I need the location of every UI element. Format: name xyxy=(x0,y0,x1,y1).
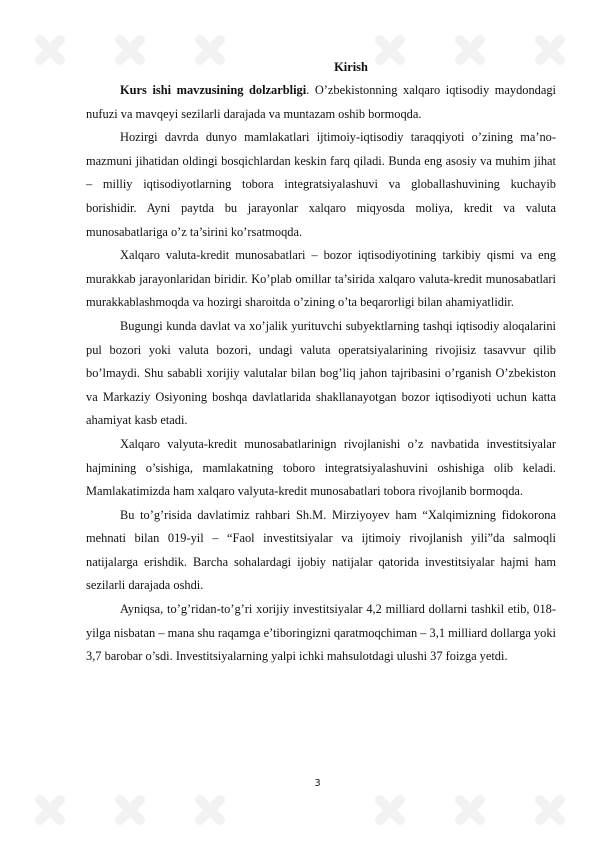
paragraph: Xalqaro valuta-kredit munosabatlari – bozor iqtisodiyotining tarkibiy qismi va eng murakkab jarayonlaridan biridir. Ko’plab omillar ta’sirida xalqaro valuta-kredit munosabatlari murakkablashmoqda va hozirgi sharoitda o’zining o’ta beqarorligi bilan ahamiyatlidir. xyxy=(86,248,556,310)
paragraph: Bugungi kunda davlat va xo’jalik yurituvchi subyektlarning tashqi iqtisodiy aloqalarini pul bozori yoki valuta bozori, undagi valuta operatsiyalarining rivojisiz tasavvur qilib bo’lmaydi. Shu sababli xorijiy valutalar bilan bog’liq jahon tajribasini o’rganish O’zbekiston va Markaziy Osiyoning boshqa davlatlarida shakllanayotgan bozor iqtisodiyoti uchun katta ahamiyat kasb etadi. xyxy=(86,318,556,428)
paragraph-text: . O’zbekistonning xalqaro iqtisodiy maydondagi nufuzi va mavqeyi sezilarli darajada va muntazam oshib bormoqda. xyxy=(86,83,556,121)
page-number: 3 xyxy=(314,778,321,789)
paragraph-lead: Kurs ishi mavzusining dolzarbligi xyxy=(120,83,307,97)
paragraph-relevance xyxy=(86,79,556,126)
paragraph: Xalqaro valyuta-kredit munosabatlarinign rivojlanishi o’z navbatida investitsiyalar hajmining o’sishiga, mamlakatning toboro integratsiyalashuvini oshishiga olib keladi. Mamlakatimizda ham xalqaro valyuta-kredit munosabatlari tobora rivojlanib bormoqda. xyxy=(86,436,556,499)
document-body xyxy=(86,56,556,669)
section-title: Kirish xyxy=(334,60,368,74)
paragraph: Hozirgi davrda dunyo mamlakatlari ijtimoiy-iqtisodiy taraqqiyoti o’zining ma’no-mazmuni jihatidan oldingi bosqichlardan keskin farq qiladi. Bunda eng asosiy va muhim jihat – milliy iqtisodiyotlarning tobora integratsiyalashuvi va globallashuvining kuchayib borishidir. Ayni paytda bu jarayonlar xalqaro miqyosda moliya, kredit va valuta munosabatlariga o’z ta’sirini ko’rsatmoqda. xyxy=(86,130,556,239)
paragraph: Bu to’g’risida davlatimiz rahbari Sh.M. Mirziyoyev ham “Xalqimizning fidokorona mehnati bilan 019-yil – “Faol investitsiyalar va ijtimoiy rivojlanish yili”da salmoqli natijalarga erishdik. Barcha sohalardagi ijobiy natijalar qatorida investitsiyalar hajmi ham sezilarli darajada oshdi. xyxy=(86,507,556,593)
paragraph: Ayniqsa, to’g’ridan-to’g’ri xorijiy investitsiyalar 4,2 milliard dollarni tashkil etib, 018-yilga nisbatan – mana shu raqamga e’tiboringizni qaratmoqchiman – 3,1 milliard dollarga yoki 3,7 barobar o’sdi. Investitsiyalarning yalpi ichki mahsulotdagi ulushi 37 foizga yetdi. xyxy=(86,602,556,664)
